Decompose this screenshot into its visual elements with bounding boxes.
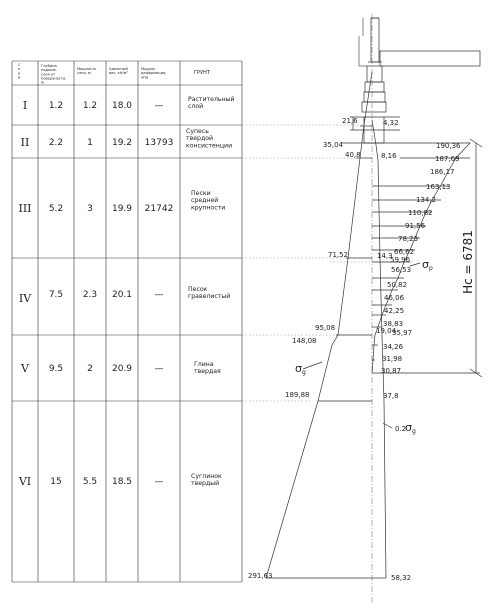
header-depth: Глубина подошв. слоя от поверхности, м [41, 64, 67, 85]
diagram-label: 30,87 [381, 367, 402, 375]
diagram-label: 8,16 [381, 152, 397, 160]
header-thickness: Мощность слоя, м [77, 67, 97, 76]
diagram-label: 71,52 [328, 251, 349, 259]
diagram-label: 59,96 [390, 256, 411, 264]
diagram-label: 46,06 [384, 294, 405, 302]
sigma-02-prefix: 0.2 [395, 425, 407, 433]
diagram-label: 291,63 [248, 572, 273, 580]
diagram-label: 91,56 [405, 222, 426, 230]
modulus-cell: 13793 [144, 138, 174, 148]
unit-weight-cell: 20.1 [111, 290, 133, 300]
table-row [18, 473, 222, 488]
diagram-label: 31,98 [382, 355, 403, 363]
header-layer: С л о и [18, 63, 21, 80]
sigma-p-symbol [410, 258, 433, 272]
diagram-label: 50,82 [387, 281, 408, 289]
table-row [19, 286, 230, 305]
modulus-cell: — [154, 101, 164, 111]
diagram-label: 189,88 [285, 391, 310, 399]
depth-cell: 1.2 [48, 101, 64, 111]
thickness-cell: 3 [87, 204, 93, 214]
table-row [21, 128, 232, 149]
sigma-02-symbol [383, 421, 416, 435]
modulus-cell: 21742 [144, 204, 174, 214]
sigma-g-symbol [295, 362, 322, 376]
diagram-label: 34,26 [383, 343, 404, 351]
header-soil: ГРУНТ [194, 70, 210, 76]
soil-cell: Песок гравелистый [188, 286, 231, 301]
thickness-cell: 2 [87, 364, 93, 374]
depth-cell: 2.2 [48, 138, 64, 148]
diagram-label: 148,08 [292, 337, 317, 345]
thickness-cell: 2.3 [82, 290, 98, 300]
unit-weight-cell: 18.5 [111, 477, 133, 487]
diagram-label: 190,36 [436, 142, 461, 150]
unit-weight-cell: 19.9 [111, 204, 133, 214]
diagram-label: 58,32 [391, 574, 412, 582]
sigma-g-subscript: g [302, 369, 306, 376]
diagram-label: 14,3 [377, 252, 393, 260]
diagram-label: 35,97 [392, 329, 413, 337]
thickness-cell: 1 [87, 138, 93, 148]
diagram-label: 40,8 [345, 151, 361, 159]
diagram-label: 21,6 [342, 117, 358, 125]
sigma-02-label: σ [405, 421, 412, 434]
sigma-p-subscript: р [429, 265, 433, 272]
soil-cell: Суглинок твердый [191, 473, 222, 488]
diagram-label: 37,8 [383, 392, 399, 400]
sigma-p-label: σ [422, 258, 429, 271]
diagram-label: 187,69 [435, 155, 460, 163]
soil-cell: Глина твердая [194, 361, 221, 376]
diagram-label: 4,32 [383, 119, 399, 127]
diagram-label: 186,17 [430, 168, 455, 176]
modulus-cell: — [154, 290, 164, 300]
diagram-label: 134,2 [416, 196, 437, 204]
modulus-cell: — [154, 477, 164, 487]
depth-cell: 7.5 [48, 290, 64, 300]
table-header [18, 63, 211, 85]
unit-weight-cell: 19.2 [111, 138, 133, 148]
diagram-label: 163,13 [426, 183, 451, 191]
diagram-label: 110,82 [408, 209, 433, 217]
header-modulus: Модуль деформации, кПа [141, 67, 167, 80]
diagram-label: 35,04 [323, 141, 344, 149]
table-row [18, 190, 225, 215]
depth-cell: 15 [50, 477, 62, 487]
diagram-label: 78,23 [398, 235, 419, 243]
sigma-g-label: σ [295, 362, 302, 375]
wall-top [359, 18, 367, 66]
layer-number: III [18, 202, 32, 215]
foundation-drawing [350, 18, 480, 143]
diagram-label: 95,08 [315, 324, 336, 332]
left-labels [248, 117, 361, 580]
soil-cell: Растительный слой [188, 96, 235, 111]
table-row [20, 361, 221, 375]
hc-label: Hc = 6781 [461, 230, 475, 294]
diagram-label: 19,04 [376, 327, 397, 335]
modulus-cell: — [154, 364, 164, 374]
diagram-label: 56,53 [391, 266, 412, 274]
right-labels [381, 119, 461, 582]
diagram-label: 42,25 [384, 307, 405, 315]
unit-weight-cell: 18.0 [111, 101, 133, 111]
soil-cell: Супесь твердой консистенции [186, 128, 233, 150]
soil-cell: Пески средней крупности [191, 190, 226, 212]
depth-cell: 5.2 [48, 204, 64, 214]
layer-number: I [22, 99, 28, 112]
diagram-label: 38,83 [383, 320, 404, 328]
layer-number: IV [18, 292, 32, 305]
thickness-cell: 1.2 [82, 101, 98, 111]
layer-number: II [20, 136, 30, 149]
thickness-cell: 5.5 [82, 477, 98, 487]
depth-cell: 9.5 [48, 364, 64, 374]
sigma-02-subscript: g [412, 428, 416, 435]
diagram-label: 66,62 [394, 248, 415, 256]
unit-weight-cell: 20.9 [111, 364, 133, 374]
layer-number: V [21, 362, 29, 375]
table-row [23, 95, 235, 112]
header-unit-weight: Удельный вес, кН/м³ [109, 67, 128, 76]
layer-number: VI [18, 475, 32, 488]
